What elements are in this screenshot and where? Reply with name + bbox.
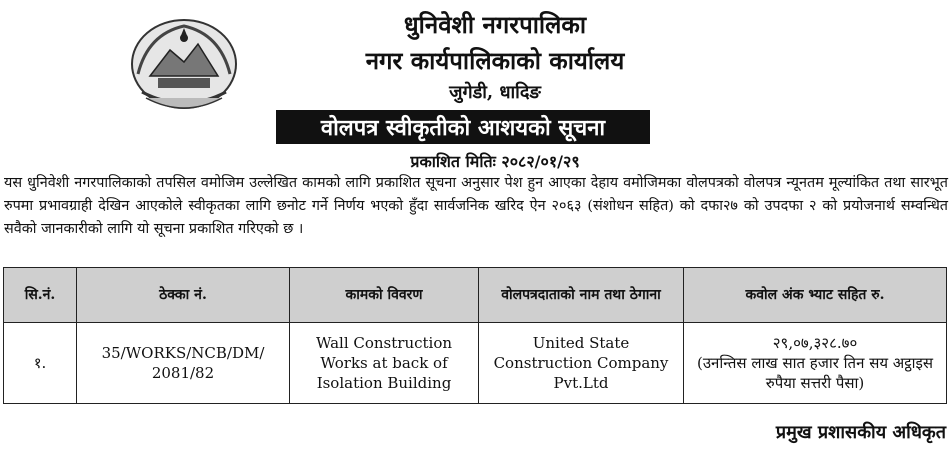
cell-description: Wall Construction Works at back of Isolation Building: [290, 323, 479, 404]
cell-bidder: United State Construction Company Pvt.Ltd: [479, 323, 684, 404]
col-header-amount: कवोल अंक भ्याट सहित रु.: [684, 268, 947, 323]
table-header-row: [4, 268, 947, 323]
signatory-title: प्रमुख प्रशासकीय अधिकृत: [775, 422, 946, 443]
table-row: [4, 323, 947, 404]
office-address: जुगेडी, धादिङ: [449, 82, 541, 103]
cell-sn: १.: [4, 323, 77, 404]
notice-body: यस धुनिवेशी नगरपालिकाको तपसिल वमोजिम उल्लेखित कामको लागि प्रकाशित सूचना अनुसार पेश हुन आएका देहाय वमोजिमका वोलपत्रको वोलपत्र न्यूनतम मूल्यांकित तथा सारभूत रुपमा प्रभावग्राही देखिन आएकोले स्वीकृतका लागि छनोट गर्ने निर्णय भएको हुँदा सार्वजनिक खरिद ऐन २०६३ (संशोधन सहित) को दफा२७ को उपदफा २ को प्रयोजनार्थ सम्वन्धित सवैको जानकारीको लागि यो सूचना प्रकाशित गरिएको छ ।: [4, 175, 948, 237]
col-header-sn: सि.नं.: [4, 268, 77, 323]
cell-amount: [684, 323, 947, 404]
col-header-bidder: वोलपत्रदाताको नाम तथा ठेगाना: [479, 268, 684, 323]
notice-title-banner: [276, 110, 650, 144]
cell-contract-no: 35/WORKS/NCB/DM/ 2081/82: [77, 323, 290, 404]
bid-table: [3, 267, 947, 404]
notice-title: वोलपत्र स्वीकृतीको आशयको सूचना: [320, 115, 606, 141]
published-date: प्रकाशित मितिः २०८२/०१/२९: [410, 152, 580, 171]
col-header-description: कामको विवरण: [290, 268, 479, 323]
office-name: नगर कार्यपालिकाको कार्यालय: [365, 46, 625, 75]
col-header-contract-no: ठेक्का नं.: [77, 268, 290, 323]
municipality-name: धुनिवेशी नगरपालिका: [403, 10, 587, 39]
amount-figure: २९,०७,३२८.७०: [772, 334, 858, 352]
amount-in-words: (उनन्तिस लाख सात हजार तिन सय अट्ठाइस रुपैया सत्तरी पैसा): [696, 354, 933, 392]
